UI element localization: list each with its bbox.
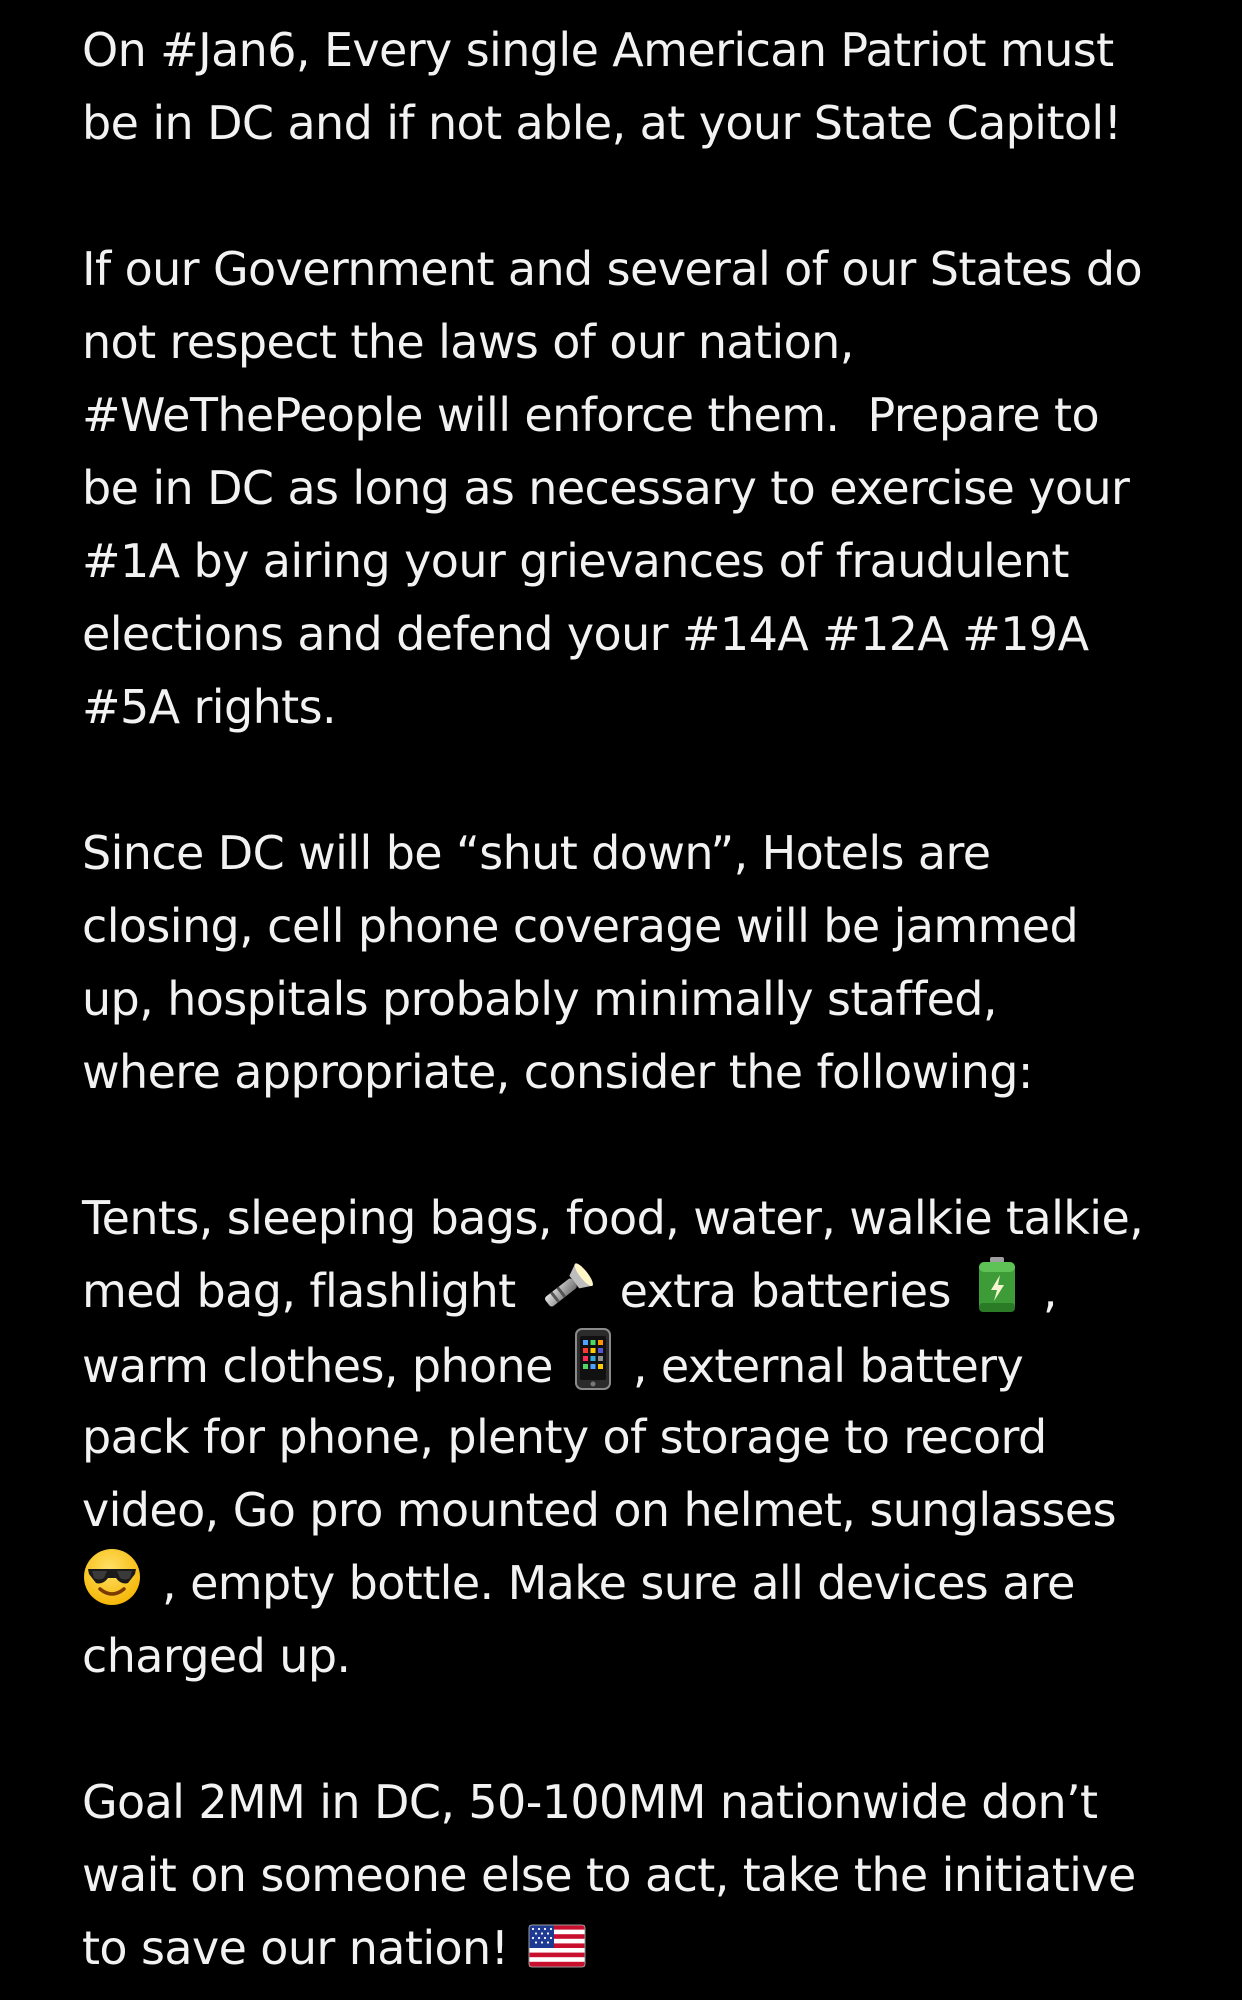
paragraph-4	[82, 1182, 1192, 1693]
paragraph-gap	[82, 1693, 1192, 1766]
text-line: charged up.	[82, 1629, 351, 1683]
text-segment: warm clothes, phone	[82, 1339, 567, 1393]
paragraph-5	[82, 1766, 1192, 1985]
text-line	[82, 1328, 1192, 1401]
text-line: pack for phone, plenty of storage to record	[82, 1410, 1047, 1464]
text-line: On #Jan6, Every single American Patriot must	[82, 23, 1114, 77]
text-line: up, hospitals probably minimally staffed,	[82, 972, 997, 1026]
text-line: #WeThePeople will enforce them. Prepare to	[82, 388, 1100, 442]
text-line: where appropriate, consider the following:	[82, 1045, 1033, 1099]
mobile-phone-icon	[573, 1328, 613, 1390]
text-line: video, Go pro mounted on helmet, sunglasses	[82, 1483, 1116, 1537]
text-segment: med bag, flashlight	[82, 1264, 530, 1318]
text-line: closing, cell phone coverage will be jammed	[82, 899, 1079, 953]
paragraph-gap	[82, 744, 1192, 817]
paragraph-gap	[82, 160, 1192, 233]
text-line: If our Government and several of our States do	[82, 242, 1143, 296]
text-line: #5A rights.	[82, 680, 336, 734]
text-line	[82, 1912, 1192, 1985]
flashlight-icon	[536, 1259, 600, 1315]
sunglasses-face-icon	[82, 1547, 142, 1607]
text-segment: ,	[1028, 1264, 1057, 1318]
us-flag-icon	[528, 1924, 586, 1968]
paragraph-2	[82, 233, 1192, 744]
text-line	[82, 1547, 1192, 1620]
text-line: not respect the laws of our nation,	[82, 315, 854, 369]
text-line: be in DC and if not able, at your State Capitol!	[82, 96, 1122, 150]
text-line: Since DC will be “shut down”, Hotels are	[82, 826, 991, 880]
text-line: wait on someone else to act, take the initiative	[82, 1848, 1136, 1902]
text-line	[82, 1255, 1192, 1328]
text-line: elections and defend your #14A #12A #19A	[82, 607, 1089, 661]
text-line: #1A by airing your grievances of fraudulent	[82, 534, 1069, 588]
note-body[interactable]	[82, 14, 1192, 1985]
paragraph-gap	[82, 1109, 1192, 1182]
text-segment: , external battery	[618, 1339, 1024, 1393]
text-segment: , empty bottle. Make sure all devices are	[148, 1556, 1075, 1610]
text-segment: to save our nation!	[82, 1921, 523, 1975]
text-segment: extra batteries	[605, 1264, 965, 1318]
paragraph-1	[82, 14, 1192, 160]
text-line: Goal 2MM in DC, 50-100MM nationwide don’t	[82, 1775, 1098, 1829]
paragraph-3	[82, 817, 1192, 1109]
battery-icon	[971, 1255, 1023, 1315]
text-line: be in DC as long as necessary to exercise your	[82, 461, 1130, 515]
text-line: Tents, sleeping bags, food, water, walkie talkie,	[82, 1191, 1144, 1245]
